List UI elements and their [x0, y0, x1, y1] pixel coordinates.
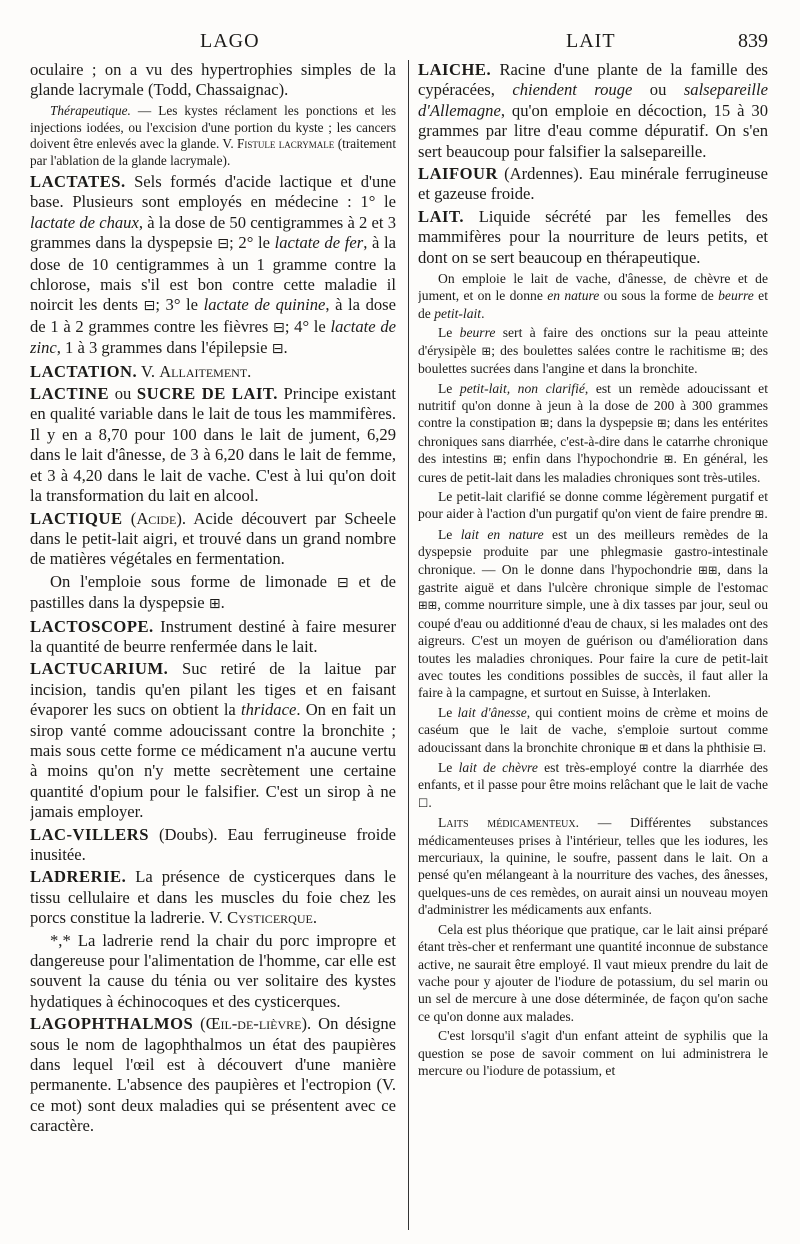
plus-box-icon: ⊞: [208, 596, 221, 613]
empty-box-icon: ☐: [418, 795, 429, 810]
entry-headword: LACTOSCOPE.: [30, 616, 154, 636]
paragraph-laits-medicamenteux: Laits médicamenteux. — Différentes substances médicamenteuses prises à l'intérieur, telles que les iodures, les mercuriaux, la quinine, le soufre, passent dans le lait. On a pensé qu'en mélangeant à la nourriture des vaches, des ânesses, quelques-uns de ces remèdes, on aurait ainsi un nouveau moyen d'administrer les médicaments aux enfants.: [418, 815, 768, 918]
paragraph-oculaire-continuation: oculaire ; on a vu des hypertrophies simples de la glande lacrymale (Todd, Chassaignac).: [30, 60, 396, 100]
paragraph-theorique: Cela est plus théorique que pratique, car le lait ainsi préparé étant très-cher et renfermant une quantité inconnue de substance active, ne saurait être employé. Il vaut mieux prendre du lait de vache pour y ajouter de l'iodure de potassium, du sel marin ou un sel de mercure à une dose déterminée, de façon qu'on sache ce qu'on donne aux malades.: [418, 921, 768, 1024]
plus-box-icon: ⊞: [731, 343, 741, 358]
entry-laiche: LAICHE. Racine d'une plante de la famille des cypéracées, chiendent rouge ou salsepareille d'Allemagne, qu'on emploie en décoction, 15 à 30 grammes par litre d'eau comme dépuratif. On s'en sert beaucoup pour falsifier la salsepareille.: [418, 60, 768, 161]
page-number: 839: [738, 30, 768, 52]
entry-headword: LAC-VILLERS: [30, 824, 149, 844]
minus-box-icon: ⊟: [753, 740, 763, 755]
entry-headword: LAIFOUR: [418, 164, 499, 184]
column-divider: [408, 60, 409, 1230]
plus-box-icon: ⊞: [493, 452, 503, 467]
paragraph-lactique-usage: On l'emploie sous forme de limonade ⊟ et de pastilles dans la dyspepsie ⊞.: [30, 571, 396, 613]
minus-box-icon: ⊟: [271, 341, 284, 358]
plus-box-icon: ⊞: [638, 740, 649, 755]
entry-lait: LAIT. Liquide sécrété par les femelles des mammifères pour la nourriture de leurs petits, et dont on se sert beaucoup en thérapeutique.: [418, 206, 768, 267]
entry-lactique: LACTIQUE (Acide). Acide découvert par Scheele dans le petit-lait aigri, et trouvé dans un grand nombre de matières végétales en fermentation.: [30, 508, 396, 569]
plus-box-icon: ⊞: [663, 452, 674, 467]
entry-lactates: LACTATES. Sels formés d'acide lactique et d'une base. Plusieurs sont employés en médecine : 1° le lactate de chaux, à la dose de 50 centigrammes à 2 et 3 grammes dans la dyspepsie ⊟; 2° le lactate de fer, à la dose de 10 centigrammes à un 1 gramme contre la chlorose, mais s'il est bon contre cette maladie il noircit les dents ⊟; 3° le lactate de quinine, à la dose de 1 à 2 grammes contre les fièvres ⊟; 4° le lactate de zinc, 1 à 3 grammes dans l'épilepsie ⊟.: [30, 172, 396, 358]
entry-headword: LACTINE: [30, 384, 110, 404]
paragraph-lait-emploi: On emploie le lait de vache, d'ânesse, de chèvre et de jument, et on le donne en nature ou sous la forme de beurre et de petit-lait.: [418, 271, 768, 321]
asterism-icon: *,*: [50, 930, 71, 950]
minus-box-icon: ⊟: [336, 574, 349, 591]
entry-lagophthalmos: LAGOPHTHALMOS (Œil-de-lièvre). On désigne sous le nom de lagophthalmos un état des paupières dans lequel l'œil est à découvert d'une manière permanente. L'absence des paupières et l'ectropion (V. ce mot) sont deux maladies qui se présentent avec ce caractère.: [30, 1014, 396, 1136]
entry-headword: LADRERIE.: [30, 867, 127, 887]
paragraph-petit-lait-clarifie: Le petit-lait clarifié se donne comme légèrement purgatif et pour aider à l'action d'un purgatif qu'on vient de faire prendre ⊞.: [418, 488, 768, 522]
plus-box-icon: ⊞: [481, 343, 492, 358]
entry-ladrerie: LADRERIE. La présence de cysticerques dans le tissu cellulaire et dans les muscles du foie chez les porcs constitue la ladrerie. V. Cysticerque.: [30, 867, 396, 928]
header-left-word: LAGO: [200, 30, 260, 52]
left-column: [30, 60, 396, 1236]
plus-box-icon: ⊞: [656, 416, 667, 431]
header-center-word: LAIT: [566, 30, 616, 52]
entry-lactoscope: LACTOSCOPE. Instrument destiné à faire mesurer la quantité de beurre renfermée dans le lait.: [30, 616, 396, 656]
paragraph-beurre: Le beurre sert à faire des onctions sur la peau atteinte d'érysipèle ⊞; des boulettes salées contre le rachitisme ⊞; des boulettes sucrées dans l'angine et dans la bronchite.: [418, 325, 768, 377]
paragraph-syphilis: C'est lorsqu'il s'agit d'un enfant atteint de syphilis que la question se pose de savoir comment on lui administrera le mercure ou l'iodure de potassium, et: [418, 1028, 768, 1078]
entry-headword: LACTATION.: [30, 361, 138, 381]
entry-headword: SUCRE DE LAIT.: [136, 384, 278, 404]
running-header: [0, 30, 800, 56]
double-plus-box-icon: ⊞⊞: [698, 562, 718, 577]
entry-headword: LACTIQUE: [30, 508, 123, 528]
paragraph-lait-anesse: Le lait d'ânesse, qui contient moins de crème et moins de caséum que le lait de vache, s'emploie surtout comme adoucissant dans la bronchite chronique ⊞ et dans la phthisie ⊟.: [418, 704, 768, 755]
minus-box-icon: ⊟: [217, 236, 230, 253]
entry-headword: LACTUCARIUM.: [30, 659, 169, 679]
plus-box-icon: ⊞: [539, 416, 550, 431]
entry-laifour: LAIFOUR (Ardennes). Eau minérale ferrugineuse et gazeuse froide.: [418, 164, 768, 204]
entry-lactation: LACTATION. V. Allaitement.: [30, 361, 252, 381]
plus-box-icon: ⊞: [754, 507, 765, 522]
entry-headword: LAGOPHTHALMOS: [30, 1014, 194, 1034]
paragraph-lait-en-nature: Le lait en nature est un des meilleurs remèdes de la dyspepsie produite par une phlegmasie gastro-intestinale chronique. — On le donne dans l'hypochondrie ⊞⊞, dans la gastrite aiguë et dans l'ulcère chronique simple de l'estomac ⊞⊞, comme nourriture simple, une à dix tasses par jour, seul ou coupé d'eau ou additionné d'eau de chaux, si les malades ont des aigreurs. C'est un moyen de guérison ou d'amélioration dans toutes les maladies chroniques. Pour faire la cure de petit-lait avec toutes les conditions possibles de succès, il faut aller la faire à la campagne, et surtout en Suisse, à Interlaken.: [418, 526, 768, 701]
paragraph-therapeutique: Thérapeutique. — Les kystes réclament les ponctions et les injections iodées, ou l'excision d'une portion du kyste ; les cancers doivent être enlevés avec la glande. V. Fistule lacrymale (traitement par l'ablation de la glande lacrymale).: [30, 102, 396, 169]
double-plus-box-icon: ⊞⊞: [418, 598, 438, 613]
entry-headword: LACTATES.: [30, 172, 126, 191]
minus-box-icon: ⊟: [273, 319, 285, 336]
entry-lactine: LACTINE ou SUCRE DE LAIT. Principe existant en qualité variable dans le lait de tous les mammifères. Il y en a 8,70 pour 100 dans le lait de jument, 6,29 dans le lait d'ânesse, de 3 à 6,20 dans le lait de femme, et 3 à 4,20 dans le lait de vache. C'est à lui qu'on doit la transformation du lait en alcool.: [30, 384, 396, 506]
entry-lac-villers: LAC-VILLERS (Doubs). Eau ferrugineuse froide inusitée.: [30, 824, 396, 864]
paragraph-lait-chevre: Le lait de chèvre est très-employé contre la diarrhée des enfants, et il passe pour être moins relâchant que le lait de vache ☐.: [418, 760, 768, 810]
right-column: [418, 60, 768, 1236]
entry-lactucarium: LACTUCARIUM. Suc retiré de la laitue par incision, tandis qu'en pilant les tiges et en faisant évaporer les sucs on obtient la thridace. On en fait un sirop vanté comme adoucissant contre la bronchite ; mais sous cette forme ce médicament n'a aucune vertu à moins qu'on n'y mette secrètement une certaine quantité d'opium pour le falsifier. C'est un sirop à ne jamais employer.: [30, 659, 396, 822]
entry-headword: LAIT.: [418, 206, 464, 226]
paragraph-petit-lait: Le petit-lait, non clarifié, est un remède adoucissant et nutritif qu'on donne à jeun à la dose de 200 à 300 grammes contre la constipation ⊞; dans la dyspepsie ⊞; dans les entérites chroniques sans diarrhée, c'est-à-dire dans le catarrhe chronique des intestins ⊞; enfin dans l'hypochondrie ⊞. En général, les cures de petit-lait dans les maladies chroniques sont très-utiles.: [418, 380, 768, 485]
minus-box-icon: ⊟: [143, 298, 156, 315]
entry-headword: LAICHE.: [418, 60, 492, 79]
paragraph-ladrerie-note: *,* La ladrerie rend la chair du porc impropre et dangereuse pour l'alimentation de l'homme, car elle est souvent la cause du ténia ou ver solitaire des kystes hydatiques à échinocoques et des cysticerques.: [30, 930, 396, 1011]
